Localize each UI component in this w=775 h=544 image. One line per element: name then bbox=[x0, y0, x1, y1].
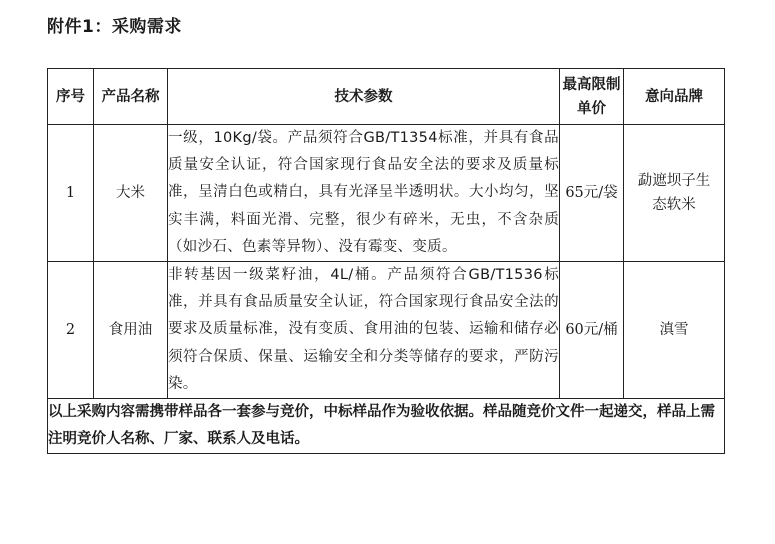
row-technical-params: 一级，10Kg/袋。产品须符合GB/T1354标准，并具有食品质量安全认证，符合国家现行食品安全法的要求及质量标准，呈清白色或精白，具有光泽呈半透明状。大小均匀，坚实丰满，料面光滑、完整，很少有碎米，无虫，不含杂质（如沙石、色素等异物）、没有霉变、变质。 bbox=[168, 125, 560, 262]
row-product-name: 大米 bbox=[94, 125, 168, 262]
header-max-unit-price: 最高限制单价 bbox=[560, 69, 624, 125]
sample-requirements-note: 以上采购内容需携带样品各一套参与竞价，中标样品作为验收依据。样品随竞价文件一起递交，样品上需注明竞价人名称、厂家、联系人及电话。 bbox=[48, 399, 725, 454]
row-max-unit-price: 60元/桶 bbox=[560, 262, 624, 399]
table-row bbox=[48, 125, 725, 262]
row-max-unit-price: 65元/袋 bbox=[560, 125, 624, 262]
row-technical-params: 非转基因一级菜籽油，4L/桶。产品须符合GB/T1536标准，并具有食品质量安全认证，符合国家现行食品安全法的要求及质量标准，没有变质、食用油的包装、运输和储存必须符合保质、保量、运输安全和分类等储存的要求，严防污染。 bbox=[168, 262, 560, 399]
header-technical-params: 技术参数 bbox=[168, 69, 560, 125]
row-seq: 2 bbox=[48, 262, 94, 399]
table-header-row bbox=[48, 69, 725, 125]
header-product-name: 产品名称 bbox=[94, 69, 168, 125]
row-preferred-brand: 勐遮坝子生态软米 bbox=[624, 125, 725, 262]
row-preferred-brand: 滇雪 bbox=[624, 262, 725, 399]
procurement-requirements-table bbox=[47, 68, 725, 454]
attachment-heading: 附件1：采购需求 bbox=[47, 17, 182, 37]
note-row bbox=[48, 399, 725, 454]
table-row bbox=[48, 262, 725, 399]
header-preferred-brand: 意向品牌 bbox=[624, 69, 725, 125]
row-seq: 1 bbox=[48, 125, 94, 262]
row-product-name: 食用油 bbox=[94, 262, 168, 399]
header-seq: 序号 bbox=[48, 69, 94, 125]
